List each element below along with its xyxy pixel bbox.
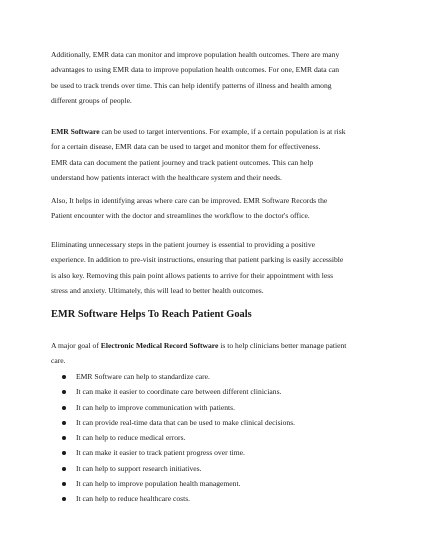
list-item xyxy=(51,461,295,476)
bold-term: Electronic Medical Record Software xyxy=(100,341,219,350)
text-line: experience. In addition to pre-visit instructions, ensuring that patient parking is easily accessible xyxy=(51,255,344,265)
bullet-icon xyxy=(62,482,66,486)
bullet-icon xyxy=(62,421,66,425)
text-line: EMR data can document the patient journey and track patient outcomes. This can help xyxy=(51,157,314,167)
list-item xyxy=(51,384,295,399)
list-item-text: It can make it easier to track patient progress over time. xyxy=(76,448,245,458)
bullet-icon xyxy=(62,375,66,379)
paragraph-population-health xyxy=(51,47,386,108)
paragraph-patient-journey xyxy=(51,237,386,298)
bullet-icon xyxy=(62,467,66,471)
text-line xyxy=(51,124,386,139)
text-run: can be used to target interventions. For example, if a certain population is at risk xyxy=(99,127,346,136)
paragraph-care-improvement xyxy=(51,193,386,224)
list-item xyxy=(51,369,295,384)
text-line: Also, It helps in identifying areas where care can be improved. EMR Software Records the xyxy=(51,196,328,205)
list-item-text: It can help to support research initiatives. xyxy=(76,463,202,473)
paragraph-emr-software-interventions xyxy=(51,124,386,185)
bullet-icon xyxy=(62,451,66,455)
list-item-text: It can help to improve population health management. xyxy=(76,479,241,489)
text-run: is to help clinicians better manage patient xyxy=(218,341,347,350)
list-item xyxy=(51,430,295,445)
bullet-icon xyxy=(62,436,66,440)
bold-term: EMR Software xyxy=(51,127,100,136)
list-item xyxy=(51,491,295,506)
text-run: A major goal of xyxy=(51,341,101,350)
bullet-icon xyxy=(62,497,66,501)
list-item-text: It can make it easier to coordinate care between different clinicians. xyxy=(76,387,282,397)
text-line: understand how patients interact with the healthcare system and their needs. xyxy=(51,172,282,182)
text-line: Additionally, EMR data can monitor and improve population health outcomes. There are many xyxy=(51,50,340,59)
bullet-icon xyxy=(62,390,66,394)
section-intro-paragraph xyxy=(51,338,386,369)
list-item-text: EMR Software can help to standardize care. xyxy=(76,372,210,381)
benefits-list xyxy=(51,369,295,507)
bullet-icon xyxy=(62,406,66,410)
list-item xyxy=(51,476,295,491)
text-line: advantages to using EMR data to improve population health outcomes. For one, EMR data can xyxy=(51,65,340,75)
text-line: care. xyxy=(51,356,66,366)
list-item-text: It can help to reduce healthcare costs. xyxy=(76,494,191,504)
text-line: Patient encounter with the doctor and streamlines the workflow to the doctor's office. xyxy=(51,211,310,221)
list-item xyxy=(51,445,295,460)
text-line xyxy=(51,338,386,353)
text-line: stress and anxiety. Ultimately, this will lead to better health outcomes. xyxy=(51,285,264,295)
list-item xyxy=(51,400,295,415)
section-heading: EMR Software Helps To Reach Patient Goals xyxy=(51,309,252,320)
text-line: is also key. Removing this pain point allows patients to arrive for their appointment with less xyxy=(51,270,334,280)
list-item xyxy=(51,415,295,430)
list-item-text: It can provide real-time data that can be used to make clinical decisions. xyxy=(76,417,296,427)
text-line: different groups of people. xyxy=(51,95,132,105)
text-line: Eliminating unnecessary steps in the patient journey is essential to providing a positive xyxy=(51,240,316,249)
list-item-text: It can help to reduce medical errors. xyxy=(76,433,186,443)
text-line: be used to track trends over time. This can help identify patterns of illness and health among xyxy=(51,80,332,90)
list-item-text: It can help to improve communication with patients. xyxy=(76,402,236,412)
text-line: for a certain disease, EMR data can be used to target and monitor them for effectiveness. xyxy=(51,142,321,152)
